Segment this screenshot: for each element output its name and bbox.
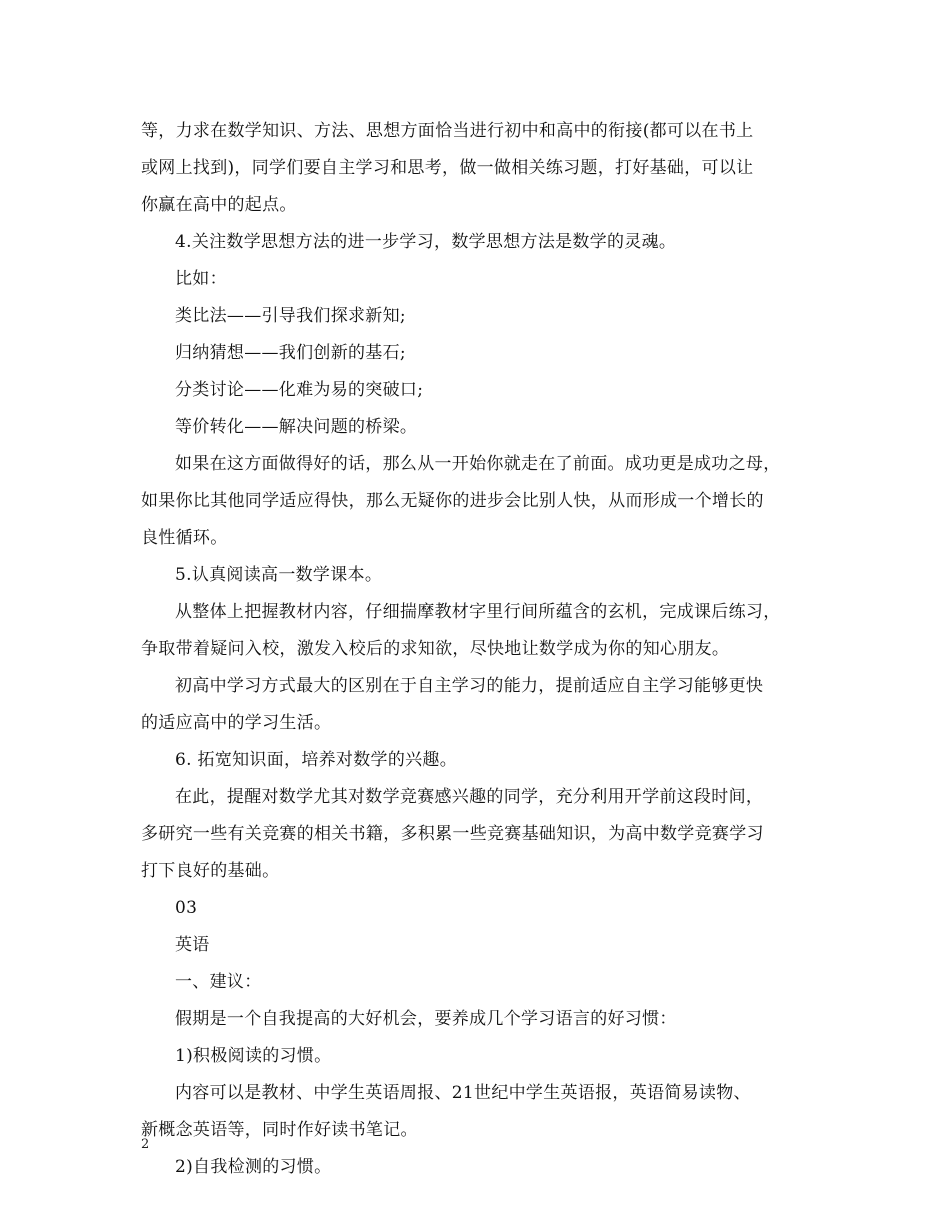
text-line: 4.关注数学思想方法的进一步学习，数学思想方法是数学的灵魂。: [175, 232, 677, 252]
text-line: 等价转化——解决问题的桥梁。: [175, 417, 418, 437]
text-line: 比如：: [175, 269, 227, 289]
text-line: 争取带着疑问入校，激发入校后的求知欲，尽快地让数学成为你的知心朋友。: [141, 639, 730, 659]
text-line: 从整体上把握教材内容，仔细揣摩教材字里行间所蕴含的玄机，完成课后练习，: [175, 602, 781, 622]
text-line: 如果你比其他同学适应得快，那么无疑你的进步会比别人快，从而形成一个增长的: [141, 491, 764, 511]
text-line: 如果在这方面做得好的话，那么从一开始你就走在了前面。成功更是成功之母，: [175, 454, 781, 474]
text-line: 在此，提醒对数学尤其对数学竞赛感兴趣的同学，充分利用开学前这段时间，: [175, 787, 764, 807]
text-line: 英语: [175, 935, 210, 955]
text-line: 6. 拓宽知识面，培养对数学的兴趣。: [175, 750, 458, 770]
text-line: 1)积极阅读的习惯。: [175, 1046, 332, 1066]
text-line: 的适应高中的学习生活。: [141, 713, 332, 733]
text-line: 5.认真阅读高一数学课本。: [175, 565, 383, 585]
page-number: 2: [141, 1137, 150, 1152]
text-line: 分类讨论——化难为易的突破口;: [175, 380, 424, 400]
text-line: 打下良好的基础。: [141, 861, 280, 881]
text-line: 一、建议：: [175, 972, 262, 992]
text-line: 良性循环。: [141, 528, 228, 548]
text-line: 多研究一些有关竞赛的相关书籍，多积累一些竞赛基础知识，为高中数学竞赛学习: [141, 824, 764, 844]
text-line: 初高中学习方式最大的区别在于自主学习的能力，提前适应自主学习能够更快: [175, 676, 764, 696]
text-line: 新概念英语等，同时作好读书笔记。: [141, 1120, 418, 1140]
text-line: 或网上找到)，同学们要自主学习和思考，做一做相关练习题，打好基础，可以让: [141, 158, 754, 178]
text-line: 类比法——引导我们探求新知;: [175, 306, 406, 326]
text-line: 2)自我检测的习惯。: [175, 1157, 332, 1177]
text-line: 归纳猜想——我们创新的基石;: [175, 343, 406, 363]
text-line: 03: [175, 898, 198, 918]
text-line: 假期是一个自我提高的大好机会，要养成几个学习语言的好习惯：: [175, 1009, 677, 1029]
document-body: [141, 113, 821, 1186]
text-line: 你赢在高中的起点。: [141, 195, 297, 215]
text-line: 内容可以是教材、中学生英语周报、21世纪中学生英语报，英语简易读物、: [175, 1083, 751, 1103]
text-line: 等，力求在数学知识、方法、思想方面恰当进行初中和高中的衔接(都可以在书上: [141, 121, 754, 141]
